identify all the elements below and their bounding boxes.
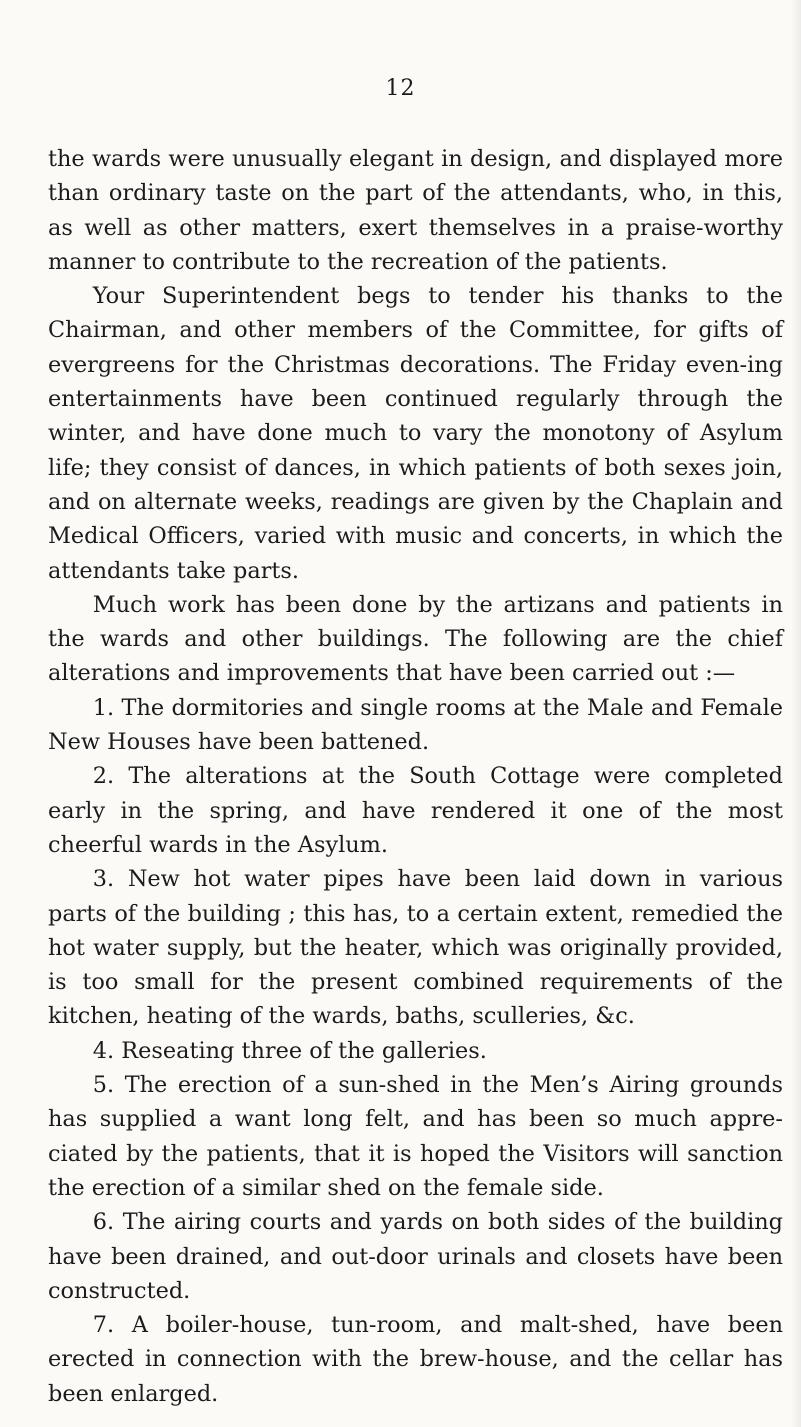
list-item-4: 4. Reseating three of the galleries. — [92, 1037, 487, 1064]
list-item-6: 6. The airing courts and yards on both sides of the building have been drained, and out-door urinals and closets have been constructed. — [48, 1209, 783, 1304]
list-item-1: 1. The dormitories and single rooms at the Male and Female New Houses have been battened. — [48, 694, 783, 756]
paragraph-work: Much work has been done by the artizans and patients in the wards and other buildings. The following are the chief alterations and improvements that have been carried out :— — [48, 591, 783, 687]
list-item-3: 3. New hot water pipes have been laid down in various parts of the building ; this has, to a certain extent, remedied the hot water supply, but the heater, which was originally provided, is too small for the present combined requirements of the kitchen, heating of the wards, baths, sculleries, &c. — [48, 866, 783, 1030]
list-item-2: 2. The alterations at the South Cottage were completed early in the spring, and have rendered it one of the most cheerful wards in the Asylum. — [48, 763, 783, 858]
list-item-5: 5. The erection of a sun-shed in the Men’s Airing grounds has supplied a want long felt, and has been so much appre-ciated by the patients, that it is hoped the Visitors will sanction the erection of a similar shed on the female side. — [48, 1072, 783, 1201]
page-number: 12 — [385, 76, 416, 101]
paragraph-continuation: the wards were unusually elegant in design, and displayed more than ordinary taste on the part of the attendants, who, in this, as well as other matters, exert themselves in a praise-worthy manner to contribute to the recreation of the patients. — [48, 146, 783, 275]
body-text — [48, 142, 783, 1411]
list-item-7: 7. A boiler-house, tun-room, and malt-shed, have been erected in connection with the brew-house, and the cellar has been enlarged. — [48, 1312, 783, 1407]
page-edge-shadow — [791, 0, 801, 1427]
paragraph-thanks: Your Superintendent begs to tender his thanks to the Chairman, and other members of the Committee, for gifts of evergreens for the Christmas decorations. The Friday even-ing entertainments have been continued regularly through the winter, and have done much to vary the monotony of Asylum life; they consist of dances, in which patients of both sexes join, and on alternate weeks, readings are given by the Chaplain and Medical Officers, varied with music and concerts, in which the attendants take parts. — [48, 283, 783, 584]
